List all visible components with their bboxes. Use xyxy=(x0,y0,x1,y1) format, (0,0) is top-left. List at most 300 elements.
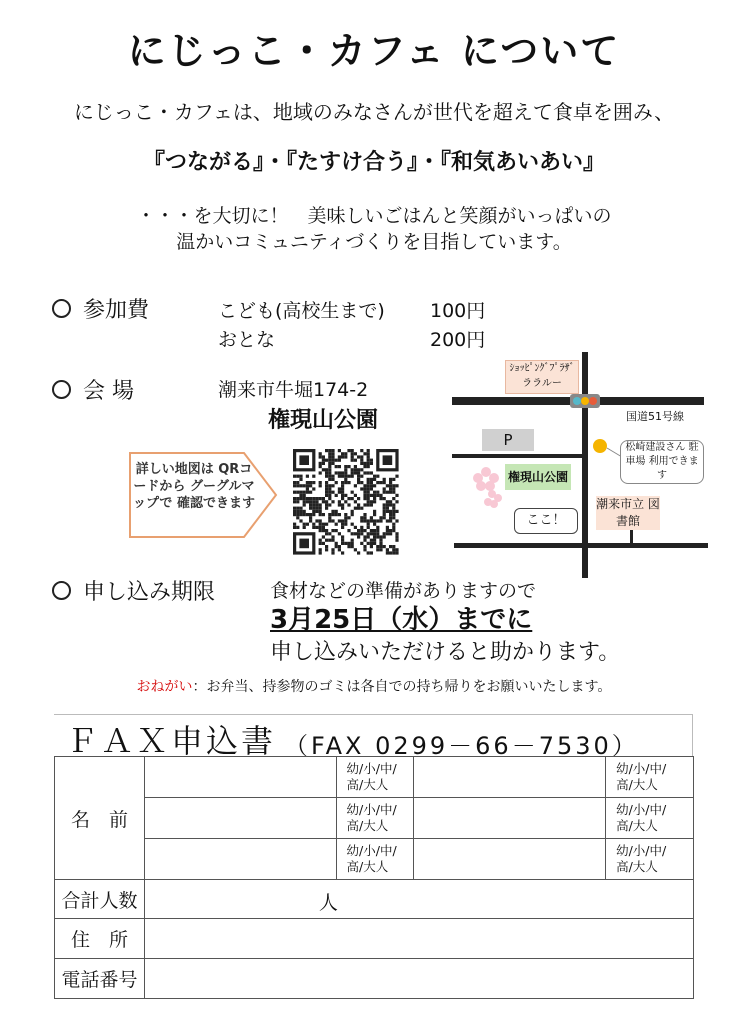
qr-module xyxy=(389,478,392,481)
qr-module xyxy=(293,513,296,516)
qr-module xyxy=(296,475,299,478)
qr-module xyxy=(357,551,360,554)
qr-module xyxy=(351,539,354,542)
qr-module xyxy=(373,532,376,535)
name-field-4[interactable] xyxy=(414,798,606,839)
qr-module xyxy=(363,465,366,468)
qr-module xyxy=(376,475,379,478)
qr-module xyxy=(299,519,302,522)
qr-module xyxy=(312,497,315,500)
qr-module xyxy=(389,481,392,484)
qr-module xyxy=(299,507,302,510)
qr-module xyxy=(341,481,344,484)
map-library: 潮来市立 図書館 xyxy=(596,497,660,528)
qr-module xyxy=(296,484,299,487)
age-select-5[interactable] xyxy=(336,839,414,880)
qr-module xyxy=(306,513,309,516)
qr-module xyxy=(335,465,338,468)
qr-module xyxy=(383,532,386,535)
qr-module xyxy=(331,535,334,538)
qr-module xyxy=(351,471,354,474)
qr-module xyxy=(328,455,331,458)
qr-module xyxy=(347,503,350,506)
fee-child-price: 100円 xyxy=(430,300,486,322)
age-options-line1: 幼/小/中/ xyxy=(616,802,667,817)
qr-module xyxy=(363,471,366,474)
qr-module xyxy=(338,513,341,516)
qr-module xyxy=(319,542,322,545)
qr-module xyxy=(299,475,302,478)
qr-module xyxy=(351,455,354,458)
qr-module xyxy=(338,519,341,522)
circle-bullet-icon xyxy=(52,581,71,600)
request-note-prefix: おねがい xyxy=(136,679,193,695)
qr-module xyxy=(306,500,309,503)
qr-module xyxy=(319,523,322,526)
qr-module xyxy=(392,516,395,519)
qr-module xyxy=(325,532,328,535)
fax-number: （FAX 0299－66－7530） xyxy=(284,732,639,760)
qr-module xyxy=(351,542,354,545)
qr-module xyxy=(367,532,370,535)
qr-module xyxy=(395,539,398,542)
qr-module xyxy=(354,459,357,462)
qr-module xyxy=(360,519,363,522)
total-field[interactable] xyxy=(144,880,693,919)
deadline-line-3: 申し込みいただけると助かります。 xyxy=(270,640,621,665)
qr-module xyxy=(373,494,376,497)
qr-module xyxy=(293,507,296,510)
qr-module xyxy=(328,497,331,500)
qr-module xyxy=(338,455,341,458)
qr-module xyxy=(376,526,379,529)
qr-module xyxy=(293,510,296,513)
qr-module xyxy=(357,535,360,538)
qr-module xyxy=(354,500,357,503)
qr-module xyxy=(328,484,331,487)
qr-module xyxy=(335,529,338,532)
qr-module xyxy=(315,497,318,500)
qr-module xyxy=(354,494,357,497)
qr-module xyxy=(309,491,312,494)
qr-module xyxy=(392,487,395,490)
map-shop: ｼｮｯﾋﾟﾝｸﾞﾌﾟﾗｻﾞ ララルー xyxy=(505,360,579,394)
qr-module xyxy=(341,539,344,542)
qr-module xyxy=(341,471,344,474)
qr-module xyxy=(312,500,315,503)
qr-module xyxy=(392,513,395,516)
qr-module xyxy=(309,507,312,510)
qr-module xyxy=(351,452,354,455)
qr-module xyxy=(370,481,373,484)
application-form xyxy=(54,756,694,999)
qr-module xyxy=(331,500,334,503)
qr-module xyxy=(347,497,350,500)
qr-module xyxy=(322,513,325,516)
qr-module xyxy=(338,500,341,503)
circle-bullet-icon xyxy=(52,380,71,399)
qr-module xyxy=(328,459,331,462)
fee-heading xyxy=(52,293,149,324)
qr-module xyxy=(370,545,373,548)
qr-module xyxy=(351,491,354,494)
qr-module xyxy=(383,513,386,516)
qr-module xyxy=(383,487,386,490)
qr-module xyxy=(328,465,331,468)
qr-module xyxy=(360,507,363,510)
qr-module xyxy=(351,449,354,452)
qr-module xyxy=(315,507,318,510)
qr-module xyxy=(315,503,318,506)
qr-module xyxy=(328,471,331,474)
qr-module xyxy=(293,475,296,478)
qr-module xyxy=(319,548,322,551)
qr-module xyxy=(325,507,328,510)
qr-module xyxy=(338,503,341,506)
qr-module xyxy=(296,526,299,529)
qr-module xyxy=(315,510,318,513)
age-options-line1: 幼/小/中/ xyxy=(346,802,397,817)
qr-module xyxy=(373,539,376,542)
qr-module xyxy=(315,526,318,529)
qr-module xyxy=(303,513,306,516)
age-options-line2: 高/大人 xyxy=(616,859,658,874)
blossom-icon xyxy=(473,467,502,508)
qr-module xyxy=(373,478,376,481)
qr-module xyxy=(319,452,322,455)
qr-module xyxy=(319,507,322,510)
fee-adult-price: 200円 xyxy=(430,329,486,351)
intro-paragraph xyxy=(0,203,748,255)
qr-module xyxy=(363,491,366,494)
qr-module xyxy=(309,519,312,522)
qr-module xyxy=(392,523,395,526)
qr-module xyxy=(357,471,360,474)
qr-module xyxy=(325,449,328,452)
qr-module xyxy=(299,497,302,500)
qr-module xyxy=(367,449,370,452)
map-park: 権現山公園 xyxy=(505,464,571,490)
qr-module xyxy=(386,484,389,487)
qr-module xyxy=(370,503,373,506)
qr-finder xyxy=(383,455,393,465)
qr-module xyxy=(373,510,376,513)
age-options-line2: 高/大人 xyxy=(346,818,389,833)
qr-module xyxy=(338,548,341,551)
qr-module xyxy=(373,519,376,522)
qr-module xyxy=(309,500,312,503)
qr-module xyxy=(335,513,338,516)
qr-module xyxy=(319,529,322,532)
qr-module xyxy=(306,484,309,487)
qr-module xyxy=(331,449,334,452)
qr-module xyxy=(341,526,344,529)
qr-module xyxy=(344,481,347,484)
qr-module xyxy=(351,475,354,478)
qr-module xyxy=(322,529,325,532)
qr-module xyxy=(347,542,350,545)
qr-module xyxy=(383,507,386,510)
qr-module xyxy=(363,494,366,497)
qr-module xyxy=(325,484,328,487)
age-select-2[interactable] xyxy=(606,757,694,798)
qr-module xyxy=(347,475,350,478)
qr-module xyxy=(386,503,389,506)
qr-module xyxy=(386,529,389,532)
qr-module xyxy=(363,548,366,551)
qr-module xyxy=(389,545,392,548)
qr-module xyxy=(322,523,325,526)
qr-module xyxy=(341,487,344,490)
qr-module xyxy=(322,542,325,545)
qr-module xyxy=(389,529,392,532)
qr-module xyxy=(376,494,379,497)
qr-module xyxy=(331,510,334,513)
qr-module xyxy=(319,455,322,458)
qr-module xyxy=(367,497,370,500)
qr-module xyxy=(363,513,366,516)
qr-module xyxy=(383,503,386,506)
qr-module xyxy=(299,484,302,487)
deadline-line-1: 食材などの準備がありますので xyxy=(270,580,537,602)
qr-module xyxy=(319,551,322,554)
qr-module xyxy=(370,539,373,542)
qr-module xyxy=(392,545,395,548)
qr-module xyxy=(357,529,360,532)
qr-module xyxy=(354,532,357,535)
qr-module xyxy=(367,471,370,474)
qr-module xyxy=(341,507,344,510)
qr-module xyxy=(347,529,350,532)
qr-module xyxy=(370,471,373,474)
qr-module xyxy=(335,459,338,462)
qr-code[interactable] xyxy=(290,446,402,556)
qr-module xyxy=(357,475,360,478)
qr-module xyxy=(306,491,309,494)
qr-module xyxy=(325,545,328,548)
qr-module xyxy=(319,497,322,500)
age-select-6[interactable] xyxy=(606,839,694,880)
name-field-1[interactable] xyxy=(144,757,336,798)
qr-module xyxy=(370,494,373,497)
qr-module xyxy=(309,484,312,487)
access-map xyxy=(452,352,712,580)
qr-module xyxy=(303,510,306,513)
qr-module xyxy=(293,484,296,487)
qr-module xyxy=(312,507,315,510)
qr-module xyxy=(370,500,373,503)
page-title: にじっこ・カフェ について xyxy=(127,29,621,73)
qr-module xyxy=(296,516,299,519)
qr-module xyxy=(344,523,347,526)
total-row-label: 合計人数 xyxy=(55,880,145,919)
qr-module xyxy=(357,507,360,510)
map-parking: P xyxy=(482,429,534,451)
qr-module xyxy=(344,465,347,468)
qr-module xyxy=(299,491,302,494)
fee-label: 参加費 xyxy=(83,298,150,323)
phone-field[interactable] xyxy=(144,959,693,999)
qr-module xyxy=(341,455,344,458)
qr-module xyxy=(370,484,373,487)
qr-module xyxy=(379,539,382,542)
qr-module xyxy=(379,481,382,484)
qr-module xyxy=(367,500,370,503)
qr-module xyxy=(360,459,363,462)
qr-module xyxy=(331,548,334,551)
qr-module xyxy=(367,503,370,506)
address-field[interactable] xyxy=(144,919,693,959)
name-row-label: 名 前 xyxy=(55,757,145,880)
qr-module xyxy=(331,484,334,487)
qr-module xyxy=(322,500,325,503)
name-field-3[interactable] xyxy=(144,798,336,839)
qr-module xyxy=(363,497,366,500)
qr-module xyxy=(309,513,312,516)
qr-module xyxy=(395,500,398,503)
qr-module xyxy=(328,513,331,516)
qr-module xyxy=(363,462,366,465)
qr-module xyxy=(335,481,338,484)
qr-module xyxy=(341,551,344,554)
fee-adult-label: おとな xyxy=(218,329,276,351)
deadline-label: 申し込み期限 xyxy=(83,580,216,605)
name-field-5[interactable] xyxy=(144,839,336,880)
qr-module xyxy=(392,551,395,554)
qr-module xyxy=(319,481,322,484)
qr-module xyxy=(344,452,347,455)
qr-module xyxy=(360,516,363,519)
qr-module xyxy=(363,484,366,487)
qr-module xyxy=(379,497,382,500)
qr-module xyxy=(319,519,322,522)
venue-address: 潮来市牛堀174-2 xyxy=(218,379,369,401)
qr-module xyxy=(312,481,315,484)
qr-module xyxy=(376,532,379,535)
age-options-line2: 高/大人 xyxy=(616,818,658,833)
qr-module xyxy=(360,462,363,465)
qr-module xyxy=(328,478,331,481)
qr-module xyxy=(395,551,398,554)
venue-label: 会 場 xyxy=(83,379,134,404)
qr-module xyxy=(296,507,299,510)
age-select-4[interactable] xyxy=(606,798,694,839)
name-field-2[interactable] xyxy=(414,757,606,798)
intro-line-3b: 温かいコミュニティづくりを目指しています。 xyxy=(176,231,572,253)
qr-module xyxy=(341,523,344,526)
qr-module xyxy=(338,475,341,478)
qr-module xyxy=(370,532,373,535)
age-select-1[interactable] xyxy=(336,757,414,798)
qr-module xyxy=(341,452,344,455)
age-select-3[interactable] xyxy=(336,798,414,839)
qr-module xyxy=(338,487,341,490)
qr-module xyxy=(341,535,344,538)
qr-module xyxy=(328,519,331,522)
qr-module xyxy=(331,452,334,455)
qr-module xyxy=(309,497,312,500)
qr-module xyxy=(386,519,389,522)
qr-module xyxy=(389,503,392,506)
qr-module xyxy=(344,513,347,516)
qr-module xyxy=(325,494,328,497)
qr-module xyxy=(309,516,312,519)
qr-module xyxy=(392,526,395,529)
qr-module xyxy=(341,491,344,494)
qr-module xyxy=(303,503,306,506)
qr-module xyxy=(386,500,389,503)
qr-module xyxy=(331,519,334,522)
qr-module xyxy=(322,462,325,465)
qr-module xyxy=(351,510,354,513)
qr-finder xyxy=(299,539,309,549)
qr-module xyxy=(395,484,398,487)
qr-module xyxy=(351,459,354,462)
qr-module xyxy=(373,542,376,545)
qr-module xyxy=(360,542,363,545)
qr-module xyxy=(354,465,357,468)
qr-module xyxy=(351,468,354,471)
qr-module xyxy=(293,481,296,484)
qr-module xyxy=(386,548,389,551)
qr-module xyxy=(347,516,350,519)
qr-module xyxy=(386,551,389,554)
qr-module xyxy=(328,449,331,452)
qr-module xyxy=(363,519,366,522)
qr-module xyxy=(376,548,379,551)
qr-module xyxy=(379,542,382,545)
qr-module xyxy=(306,475,309,478)
qr-module xyxy=(357,481,360,484)
qr-module xyxy=(370,462,373,465)
qr-module xyxy=(335,510,338,513)
qr-module xyxy=(389,510,392,513)
deadline-date: 3月25日（水）までに xyxy=(270,605,533,635)
qr-module xyxy=(347,481,350,484)
qr-module xyxy=(325,529,328,532)
qr-module xyxy=(312,503,315,506)
qr-module xyxy=(338,449,341,452)
qr-module xyxy=(303,526,306,529)
qr-module xyxy=(331,539,334,542)
qr-module xyxy=(322,526,325,529)
qr-module xyxy=(303,523,306,526)
qr-module xyxy=(379,519,382,522)
qr-module xyxy=(360,468,363,471)
qr-module xyxy=(328,462,331,465)
venue-name: 権現山公園 xyxy=(268,408,379,433)
qr-module xyxy=(367,459,370,462)
qr-module xyxy=(383,516,386,519)
qr-module xyxy=(328,468,331,471)
qr-module xyxy=(367,465,370,468)
qr-module xyxy=(331,513,334,516)
qr-module xyxy=(389,487,392,490)
qr-module xyxy=(331,491,334,494)
qr-module xyxy=(354,526,357,529)
qr-module xyxy=(296,513,299,516)
qr-module xyxy=(341,542,344,545)
qr-module xyxy=(296,497,299,500)
qr-module xyxy=(328,503,331,506)
qr-module xyxy=(344,475,347,478)
qr-module xyxy=(351,513,354,516)
qr-module xyxy=(357,478,360,481)
age-options-line1: 幼/小/中/ xyxy=(616,843,667,858)
qr-module xyxy=(312,510,315,513)
name-field-6[interactable] xyxy=(414,839,606,880)
qr-module xyxy=(328,452,331,455)
